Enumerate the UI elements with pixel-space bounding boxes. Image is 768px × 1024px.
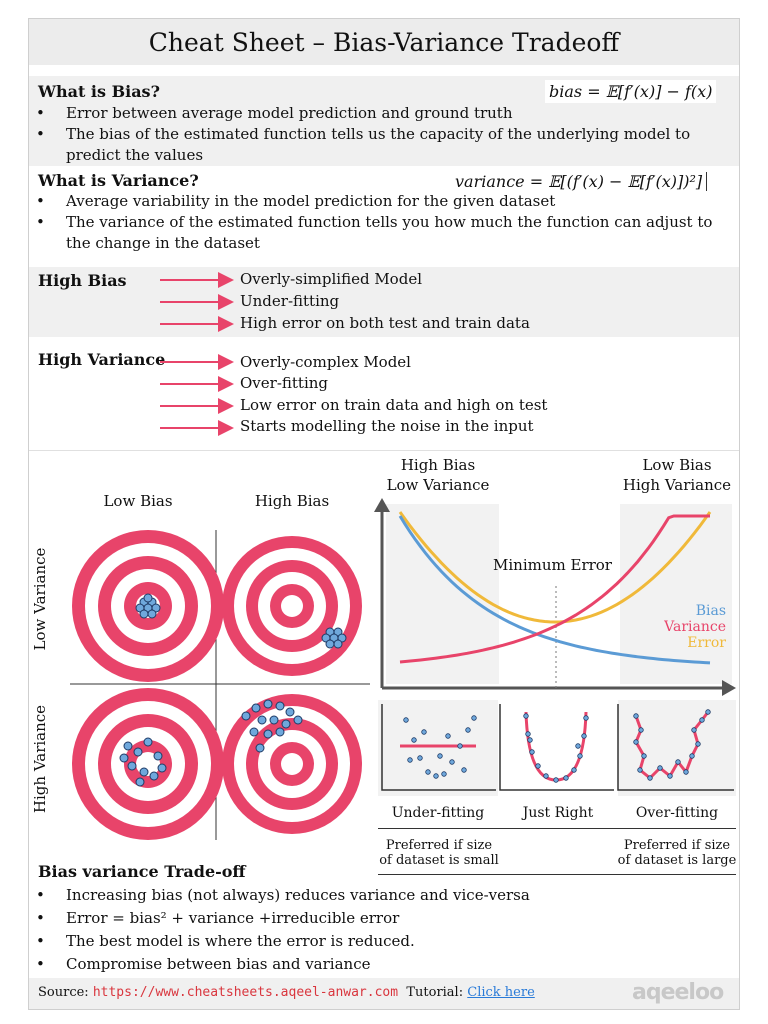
pref-large-line1: Preferred if size <box>623 838 731 853</box>
tutorial-link[interactable]: Click here <box>467 985 535 1000</box>
shot-dot <box>418 756 423 761</box>
source-label: Source: <box>38 985 89 1000</box>
shot-dot <box>642 754 647 759</box>
shot-dot <box>578 754 583 759</box>
chart-label-right-1: Low Bias <box>642 456 712 474</box>
shot-dot <box>554 778 559 783</box>
high-variance-item: Low error on train data and high on test <box>240 396 548 414</box>
shot-dot <box>294 716 302 724</box>
shot-dot <box>412 738 417 743</box>
shot-dot <box>458 744 463 749</box>
shot-dot <box>276 728 284 736</box>
high-variance-arrows <box>158 352 238 436</box>
shot-dot <box>442 772 447 777</box>
shot-dot <box>144 738 152 746</box>
shot-dot <box>466 728 471 733</box>
shot-dot <box>158 764 166 772</box>
high-variance-item: Over-fitting <box>240 374 329 392</box>
summary-bullet: • The best model is where the error is reduced. <box>28 930 728 953</box>
shot-dot <box>634 714 639 719</box>
shot-dot <box>700 718 705 723</box>
section-divider <box>29 450 739 451</box>
fit-axes-just <box>500 704 614 790</box>
shot-dot <box>472 716 477 721</box>
bias-bullets <box>28 103 718 166</box>
high-variance-item: Starts modelling the noise in the input <box>240 417 534 435</box>
summary-bullet: • Error = bias² + variance +irreducible error <box>28 907 728 930</box>
shot-dot <box>668 774 673 779</box>
shot-dot <box>250 728 258 736</box>
shot-dot <box>140 768 148 776</box>
summary-bullets <box>28 884 728 976</box>
fit-divider-bottom <box>378 874 736 875</box>
shot-dot <box>684 770 689 775</box>
variance-heading: What is Variance? <box>38 171 199 190</box>
shot-dot <box>692 728 697 733</box>
shot-dot <box>462 768 467 773</box>
shot-dot <box>150 772 158 780</box>
shot-dot <box>140 610 148 618</box>
label-under-fitting: Under-fitting <box>391 805 485 821</box>
high-bias-item: Under-fitting <box>240 292 340 310</box>
title-text: Cheat Sheet – Bias-Variance Tradeoff <box>148 27 620 57</box>
summary-heading: Bias variance Trade-off <box>38 862 246 881</box>
shot-dot <box>264 730 272 738</box>
pref-small-line2: of dataset is small <box>379 853 499 868</box>
shot-dot <box>706 710 711 715</box>
shot-dot <box>576 744 581 749</box>
shot-dot <box>582 734 587 739</box>
shot-dot <box>252 704 260 712</box>
variance-bullet: • Average variability in the model prediction for the given dataset <box>28 191 718 212</box>
summary-bullet: • Increasing bias (not always) reduces variance and vice-versa <box>28 884 728 907</box>
shot-dot <box>676 760 681 765</box>
legend-variance: Variance <box>664 619 726 635</box>
chart-legend <box>620 603 726 651</box>
shot-dot <box>148 610 156 618</box>
variance-bullets <box>28 191 718 254</box>
shot-dot <box>286 708 294 716</box>
shot-dot <box>334 640 342 648</box>
label-just-right: Just Right <box>522 805 594 821</box>
legend-bias: Bias <box>695 603 726 619</box>
high-bias-item: High error on both test and train data <box>240 314 530 332</box>
bias-bullet: • Error between average model prediction and ground truth <box>28 103 718 124</box>
shot-dot <box>264 700 272 708</box>
bias-bullet: • The bias of the estimated function tells us the capacity of the underlying model to predict the values <box>28 124 718 166</box>
min-error-label: Minimum Error <box>493 556 612 574</box>
target-low-bias-high-variance <box>72 688 224 840</box>
tutorial-label: Tutorial: <box>406 985 464 1000</box>
shot-dot <box>134 748 142 756</box>
shot-dot <box>648 776 653 781</box>
shot-dot <box>564 776 569 781</box>
shot-dot <box>638 768 643 773</box>
shot-dot <box>434 774 439 779</box>
col-label-high-bias: High Bias <box>254 492 330 510</box>
shot-dot <box>528 738 533 743</box>
shot-dot <box>426 770 431 775</box>
footer-source <box>38 985 535 1000</box>
chart-label-right-2: High Variance <box>622 476 732 494</box>
shot-dot <box>544 774 549 779</box>
target-grid <box>40 520 370 850</box>
bias-formula: bias = 𝔼[f′(x)] − f(x) <box>545 80 716 103</box>
shot-dot <box>524 714 529 719</box>
shot-dot <box>639 728 644 733</box>
row-label-low-variance: Low Variance <box>31 547 49 651</box>
shot-dot <box>270 716 278 724</box>
chart-label-left-1: High Bias <box>400 456 476 474</box>
target-high-bias-low-variance <box>222 536 362 676</box>
chart-label-right <box>617 455 737 495</box>
chart-label-left <box>378 455 498 495</box>
high-variance-item: Overly-complex Model <box>240 353 411 371</box>
label-over-fitting: Over-fitting <box>635 805 719 821</box>
shot-dot <box>572 768 577 773</box>
shot-dot <box>404 718 409 723</box>
chart-label-left-2: Low Variance <box>386 476 490 494</box>
shot-dot <box>144 594 152 602</box>
pref-large-line2: of dataset is large <box>617 853 737 868</box>
pref-small <box>378 838 500 868</box>
shot-dot <box>690 754 695 759</box>
shot-dot <box>282 720 290 728</box>
fit-panels <box>378 700 738 800</box>
variance-formula: variance = 𝔼[(f′(x) − 𝔼[f′(x)])²] <box>455 172 707 191</box>
shot-dot <box>120 754 128 762</box>
shot-dot <box>408 758 413 763</box>
shot-dot <box>634 740 639 745</box>
shot-dot <box>256 744 264 752</box>
shot-dot <box>326 640 334 648</box>
legend-error: Error <box>687 635 726 651</box>
high-variance-heading: High Variance <box>38 350 166 369</box>
bias-heading: What is Bias? <box>38 82 160 101</box>
shot-dot <box>530 750 535 755</box>
shot-dot <box>422 730 427 735</box>
pref-large <box>616 838 738 868</box>
shot-dot <box>258 716 266 724</box>
shot-dot <box>536 764 541 769</box>
shot-dot <box>450 760 455 765</box>
summary-bullet: • Compromise between bias and variance <box>28 953 728 976</box>
fit-panel-under-bg <box>378 700 498 796</box>
variance-bullet: • The variance of the estimated function tells you how much the function can adjust to the change in the dataset <box>28 212 718 254</box>
shot-dot <box>696 742 701 747</box>
page-title <box>29 19 739 65</box>
shot-dot <box>438 754 443 759</box>
shot-dot <box>128 762 136 770</box>
source-url-link[interactable]: https://www.cheatsheets.aqeel-anwar.com <box>92 985 399 1000</box>
high-bias-arrows <box>158 270 238 334</box>
shot-dot <box>584 716 589 721</box>
pref-small-line1: Preferred if size <box>385 838 493 853</box>
fit-divider-top <box>378 828 736 829</box>
shot-dot <box>446 734 451 739</box>
shot-dot <box>242 712 250 720</box>
shot-dot <box>124 742 132 750</box>
shot-dot <box>136 778 144 786</box>
shot-dot <box>658 766 663 771</box>
col-label-low-bias: Low Bias <box>103 492 173 510</box>
high-bias-heading: High Bias <box>38 271 127 290</box>
shot-dot <box>276 702 284 710</box>
shot-dot <box>154 752 162 760</box>
high-bias-item: Overly-simplified Model <box>240 270 422 288</box>
brand-logo: aqeeloo <box>632 980 724 1005</box>
row-label-high-variance: High Variance <box>31 704 49 814</box>
shot-dot <box>526 732 531 737</box>
